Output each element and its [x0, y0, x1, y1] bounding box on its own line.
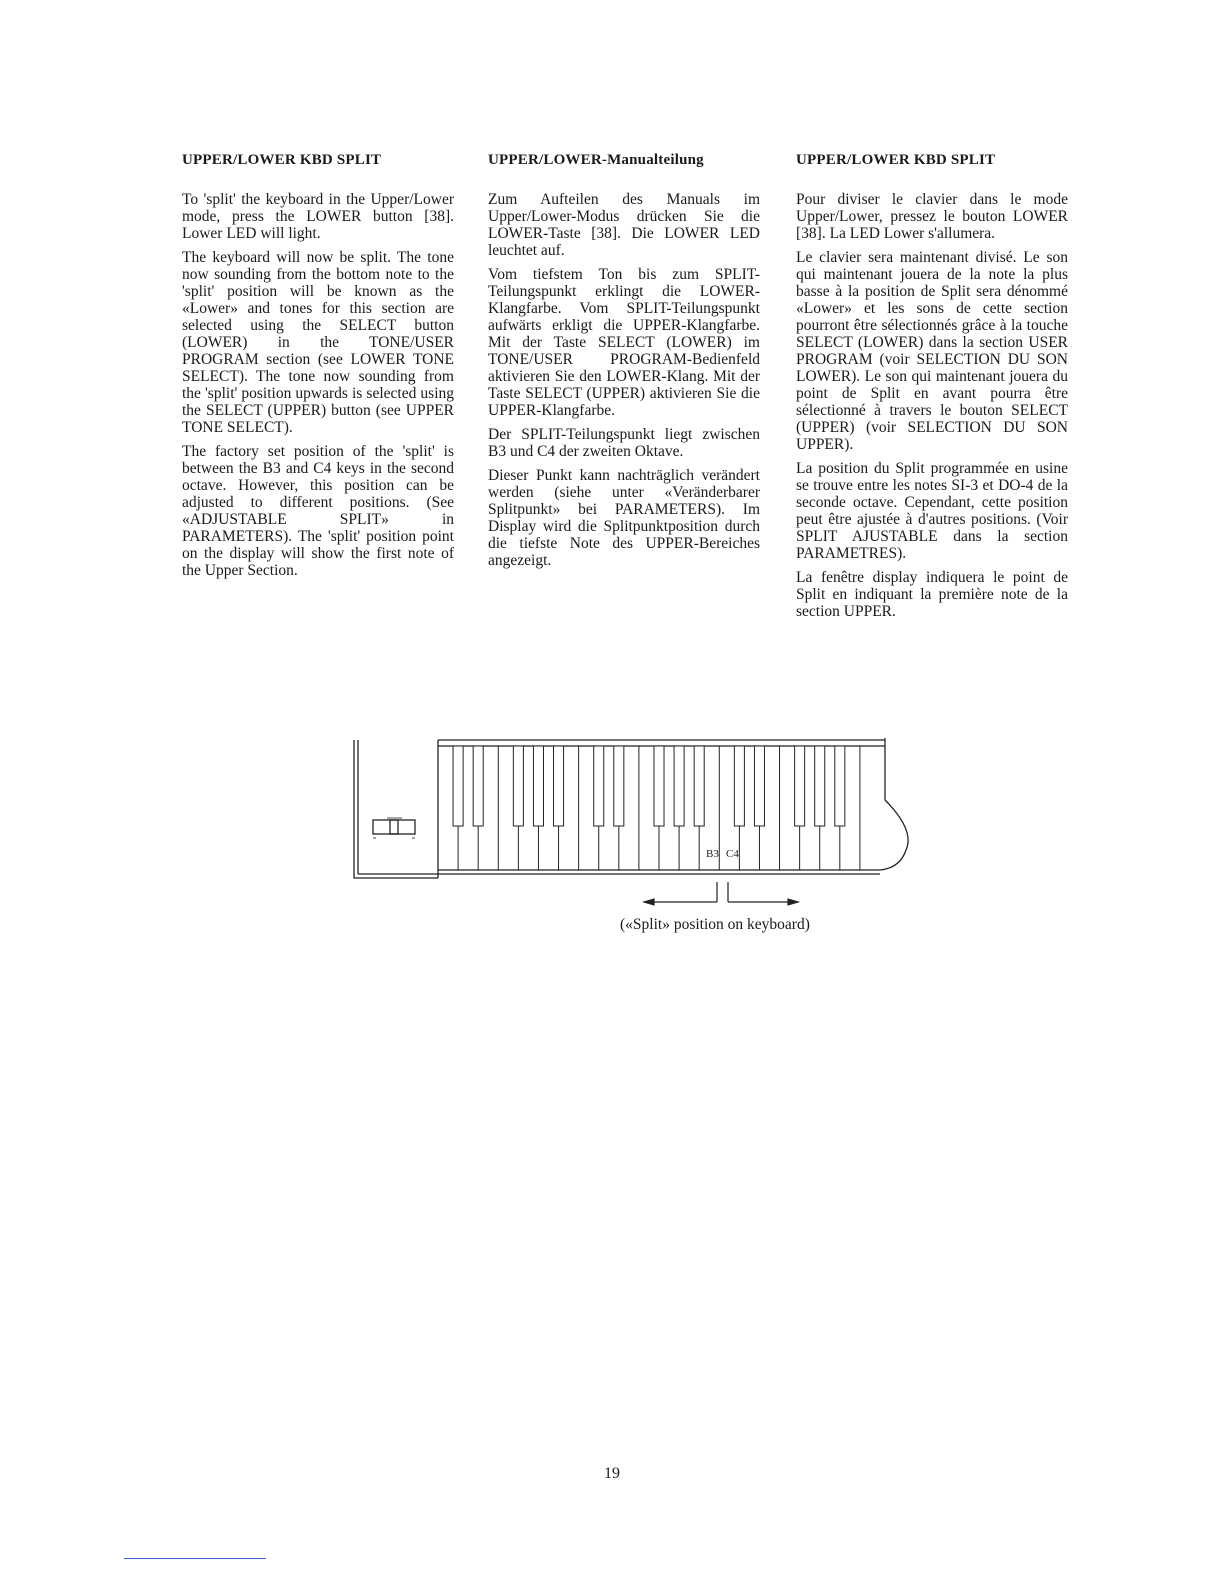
paragraph-german-1: Zum Aufteilen des Manuals im Upper/Lower-Modus drücken Sie die LOWER-Taste [38]. Die LOWER LED leuchtet auf. [488, 191, 760, 259]
black-key [594, 746, 604, 826]
paragraph-french-3: La position du Split programmée en usine se trouve entre les notes SI-3 et DO-4 de la seconde octave. Cependant, cette position peut être ajustée à d'autres positions. (Voir SPLIT AJUSTABLE dans la section PARAMETRES). [796, 460, 1068, 562]
footnote-rule [124, 1558, 266, 1559]
page-number: 19 [604, 1465, 620, 1482]
column-german [488, 152, 760, 576]
key-label-b3: B3 [706, 848, 719, 860]
black-key [694, 746, 704, 826]
key-label-c4: C4 [726, 848, 739, 860]
black-key [513, 746, 523, 826]
keyboard-split-diagram [340, 730, 930, 940]
arrow-right-icon [788, 899, 798, 905]
black-key [815, 746, 825, 826]
column-english [182, 152, 454, 586]
paragraph-english-2: The keyboard will now be split. The tone now sounding from the bottom note to the 'split' position will be known as the «Lower» and tones for this section are selected using the SELECT button (LOWER) in the TONE/USER PROGRAM section (see LOWER TONE SELECT). The tone now sounding from the 'split' position upwards is selected using the SELECT (UPPER) button (see UPPER TONE SELECT). [182, 249, 454, 436]
paragraph-german-3: Der SPLIT-Teilungspunkt liegt zwischen B3 und C4 der zweiten Oktave. [488, 426, 760, 460]
paragraph-french-1: Pour diviser le clavier dans le mode Upper/Lower, pressez le bouton LOWER [38]. La LED Lower s'allumera. [796, 191, 1068, 242]
black-key [754, 746, 764, 826]
black-key [795, 746, 805, 826]
instrument-left-panel [354, 740, 438, 878]
heading-french: UPPER/LOWER KBD SPLIT [796, 152, 996, 168]
black-key [835, 746, 845, 826]
black-key [734, 746, 744, 826]
black-key [674, 746, 684, 826]
switch-icon [373, 818, 415, 838]
paragraph-french-2: Le clavier sera maintenant divisé. Le son qui maintenant jouera de la note la plus basse à la position de Split sera dénommé «Lower» et les sons de cette section pourront être sélectionnés grâce à la touche SELECT (LOWER) dans la section USER PROGRAM (voir SELECTION DU SON LOWER). Le son qui maintenant jouera du point de Split en avant pourra être sélectionné à travers le bouton SELECT (UPPER) (voir SELECTION DU SON UPPER). [796, 249, 1068, 453]
arrow-left-icon [644, 899, 654, 905]
black-key [533, 746, 543, 826]
paragraph-german-4: Dieser Punkt kann nachträglich verändert werden (siehe unter «Veränderbarer Splitpunkt» bei PARAMETERS). Im Display wird die Splitpunktposition durch die tiefste Note des UPPER-Bereiches angezeigt. [488, 467, 760, 569]
black-key [453, 746, 463, 826]
split-indicator [644, 882, 798, 905]
paragraph-english-3: The factory set position of the 'split' is between the B3 and C4 keys in the second octave. However, this position can be adjusted to different positions. (See «ADJUSTABLE SPLIT» in PARAMETERS). The 'split' position point on the display will show the first note of the Upper Section. [182, 443, 454, 579]
figure-caption: («Split» position on keyboard) [620, 916, 810, 933]
paragraph-german-2: Vom tiefstem Ton bis zum SPLIT-Teilungspunkt erklingt die LOWER-Klangfarbe. Vom SPLIT-Teilungspunkt aufwärts erkligt die UPPER-Klangfarbe. Mit der Taste SELECT (LOWER) im TONE/USER PROGRAM-Bedienfeld aktivieren Sie den LOWER-Klang. Mit der Taste SELECT (UPPER) aktivieren Sie die UPPER-Klangfarbe. [488, 266, 760, 419]
paragraph-english-1: To 'split' the keyboard in the Upper/Lower mode, press the LOWER button [38]. Lower LED will light. [182, 191, 454, 242]
black-key [654, 746, 664, 826]
heading-german: UPPER/LOWER-Manualteilung [488, 152, 704, 168]
paragraph-french-4: La fenêtre display indiquera le point de Split en indiquant la première note de la section UPPER. [796, 569, 1068, 620]
black-key [554, 746, 564, 826]
column-french [796, 152, 1068, 627]
black-key [473, 746, 483, 826]
heading-english: UPPER/LOWER KBD SPLIT [182, 152, 382, 168]
black-key [614, 746, 624, 826]
